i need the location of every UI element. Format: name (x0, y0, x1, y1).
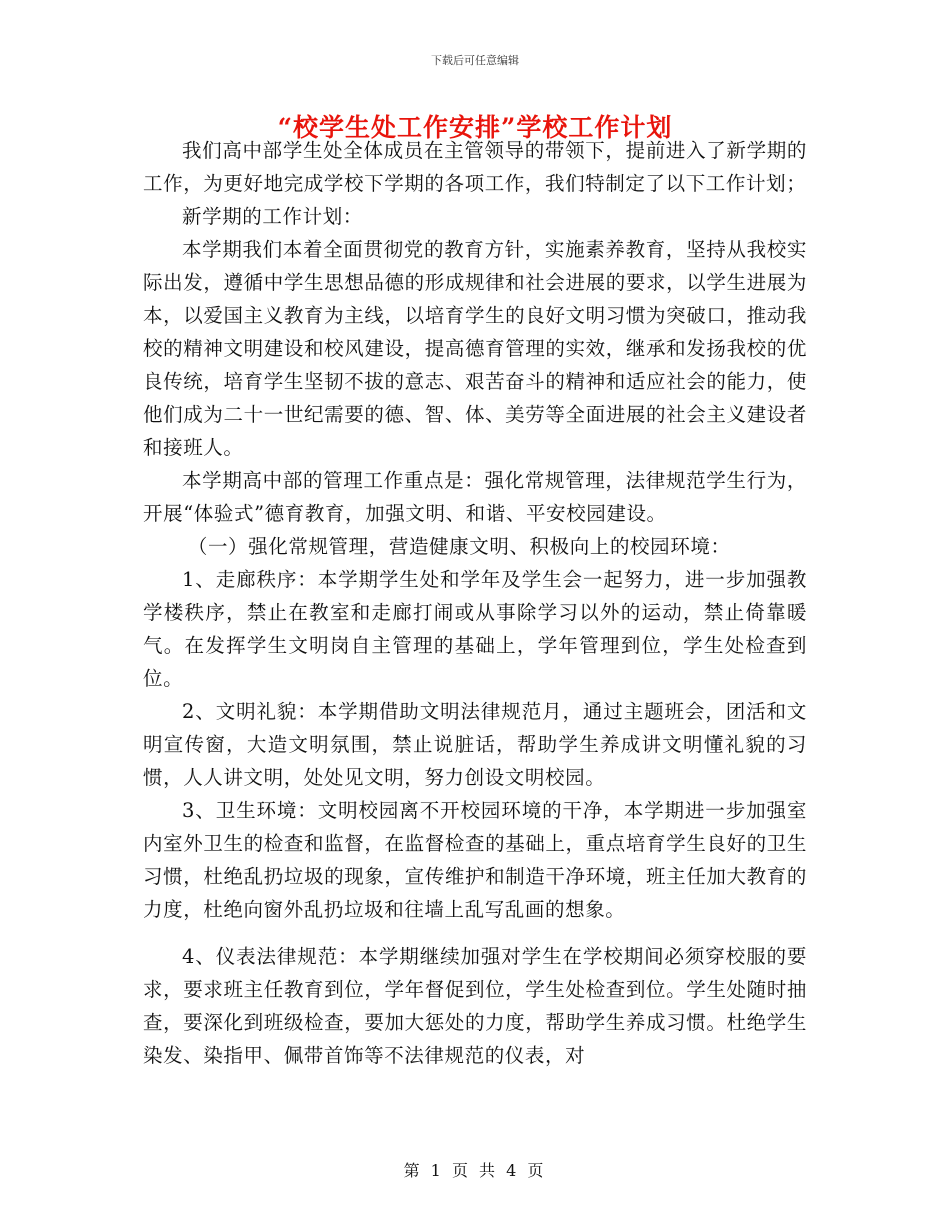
header-note: 下载后可任意编辑 (431, 54, 519, 67)
paragraph-plan-heading: 新学期的工作计划： (182, 205, 363, 228)
section-heading-1: （一）强化常规管理，营造健康文明、积极向上的校园环境： (187, 535, 731, 558)
item-civility: 2、文明礼貌：本学期借助文明法律规范月，通过主题班会，团活和文明宣传窗，大造文明氛围，禁止说脏话，帮助学生养成讲文明懂礼貌的习惯，人人讲文明，处处见文明，努力创设文明校园。 (143, 700, 807, 789)
paragraph-guiding-principle: 本学期我们本着全面贯彻党的教育方针，实施素养教育，坚持从我校实际出发，遵循中学生思想品德的形成规律和社会进展的要求，以学生进展为本，以爱国主义教育为主线，以培育学生的良好文明习惯为突破口，推动我校的精神文明建设和校风建设，提高德育管理的实效，继承和发扬我校的优良传统，培育学生坚韧不拔的意志、艰苦奋斗的精神和适应社会的能力，使他们成为二十一世纪需要的德、智、体、美劳等全面进展的社会主义建设者和接班人。 (143, 238, 807, 459)
document-body (143, 134, 807, 1072)
paragraph-intro: 我们高中部学生处全体成员在主管领导的带领下，提前进入了新学期的工作，为更好地完成学校下学期的各项工作，我们特制定了以下工作计划； (143, 139, 807, 195)
item-appearance: 4、仪表法律规范：本学期继续加强对学生在学校期间必须穿校服的要求，要求班主任教育到位，学年督促到位，学生处检查到位。学生处随时抽查，要深化到班级检查，要加大惩处的力度，帮助学生养成习惯。杜绝学生染发、染指甲、佩带首饰等不法律规范的仪表，对 (143, 945, 807, 1067)
item-corridor-order: 1、走廊秩序：本学期学生处和学年及学生会一起努力，进一步加强教学楼秩序，禁止在教室和走廊打闹或从事除学习以外的运动，禁止倚靠暖气。在发挥学生文明岗自主管理的基础上，学年管理到位，学生处检查到位。 (143, 568, 807, 690)
item-hygiene: 3、卫生环境：文明校园离不开校园环境的干净，本学期进一步加强室内室外卫生的检查和监督，在监督检查的基础上，重点培育学生良好的卫生习惯，杜绝乱扔垃圾的现象，宣传维护和制造干净环境，班主任加大教育的力度，杜绝向窗外乱扔垃圾和往墙上乱写乱画的想象。 (143, 799, 807, 921)
page-footer: 第 1 页 共 4 页 (403, 1161, 547, 1180)
paragraph-key-points: 本学期高中部的管理工作重点是：强化常规管理，法律规范学生行为，开展“体验式”德育教育，加强文明、和谐、平安校园建设。 (143, 469, 807, 525)
document-title: “校学生处工作安排”学校工作计划 (277, 113, 673, 142)
